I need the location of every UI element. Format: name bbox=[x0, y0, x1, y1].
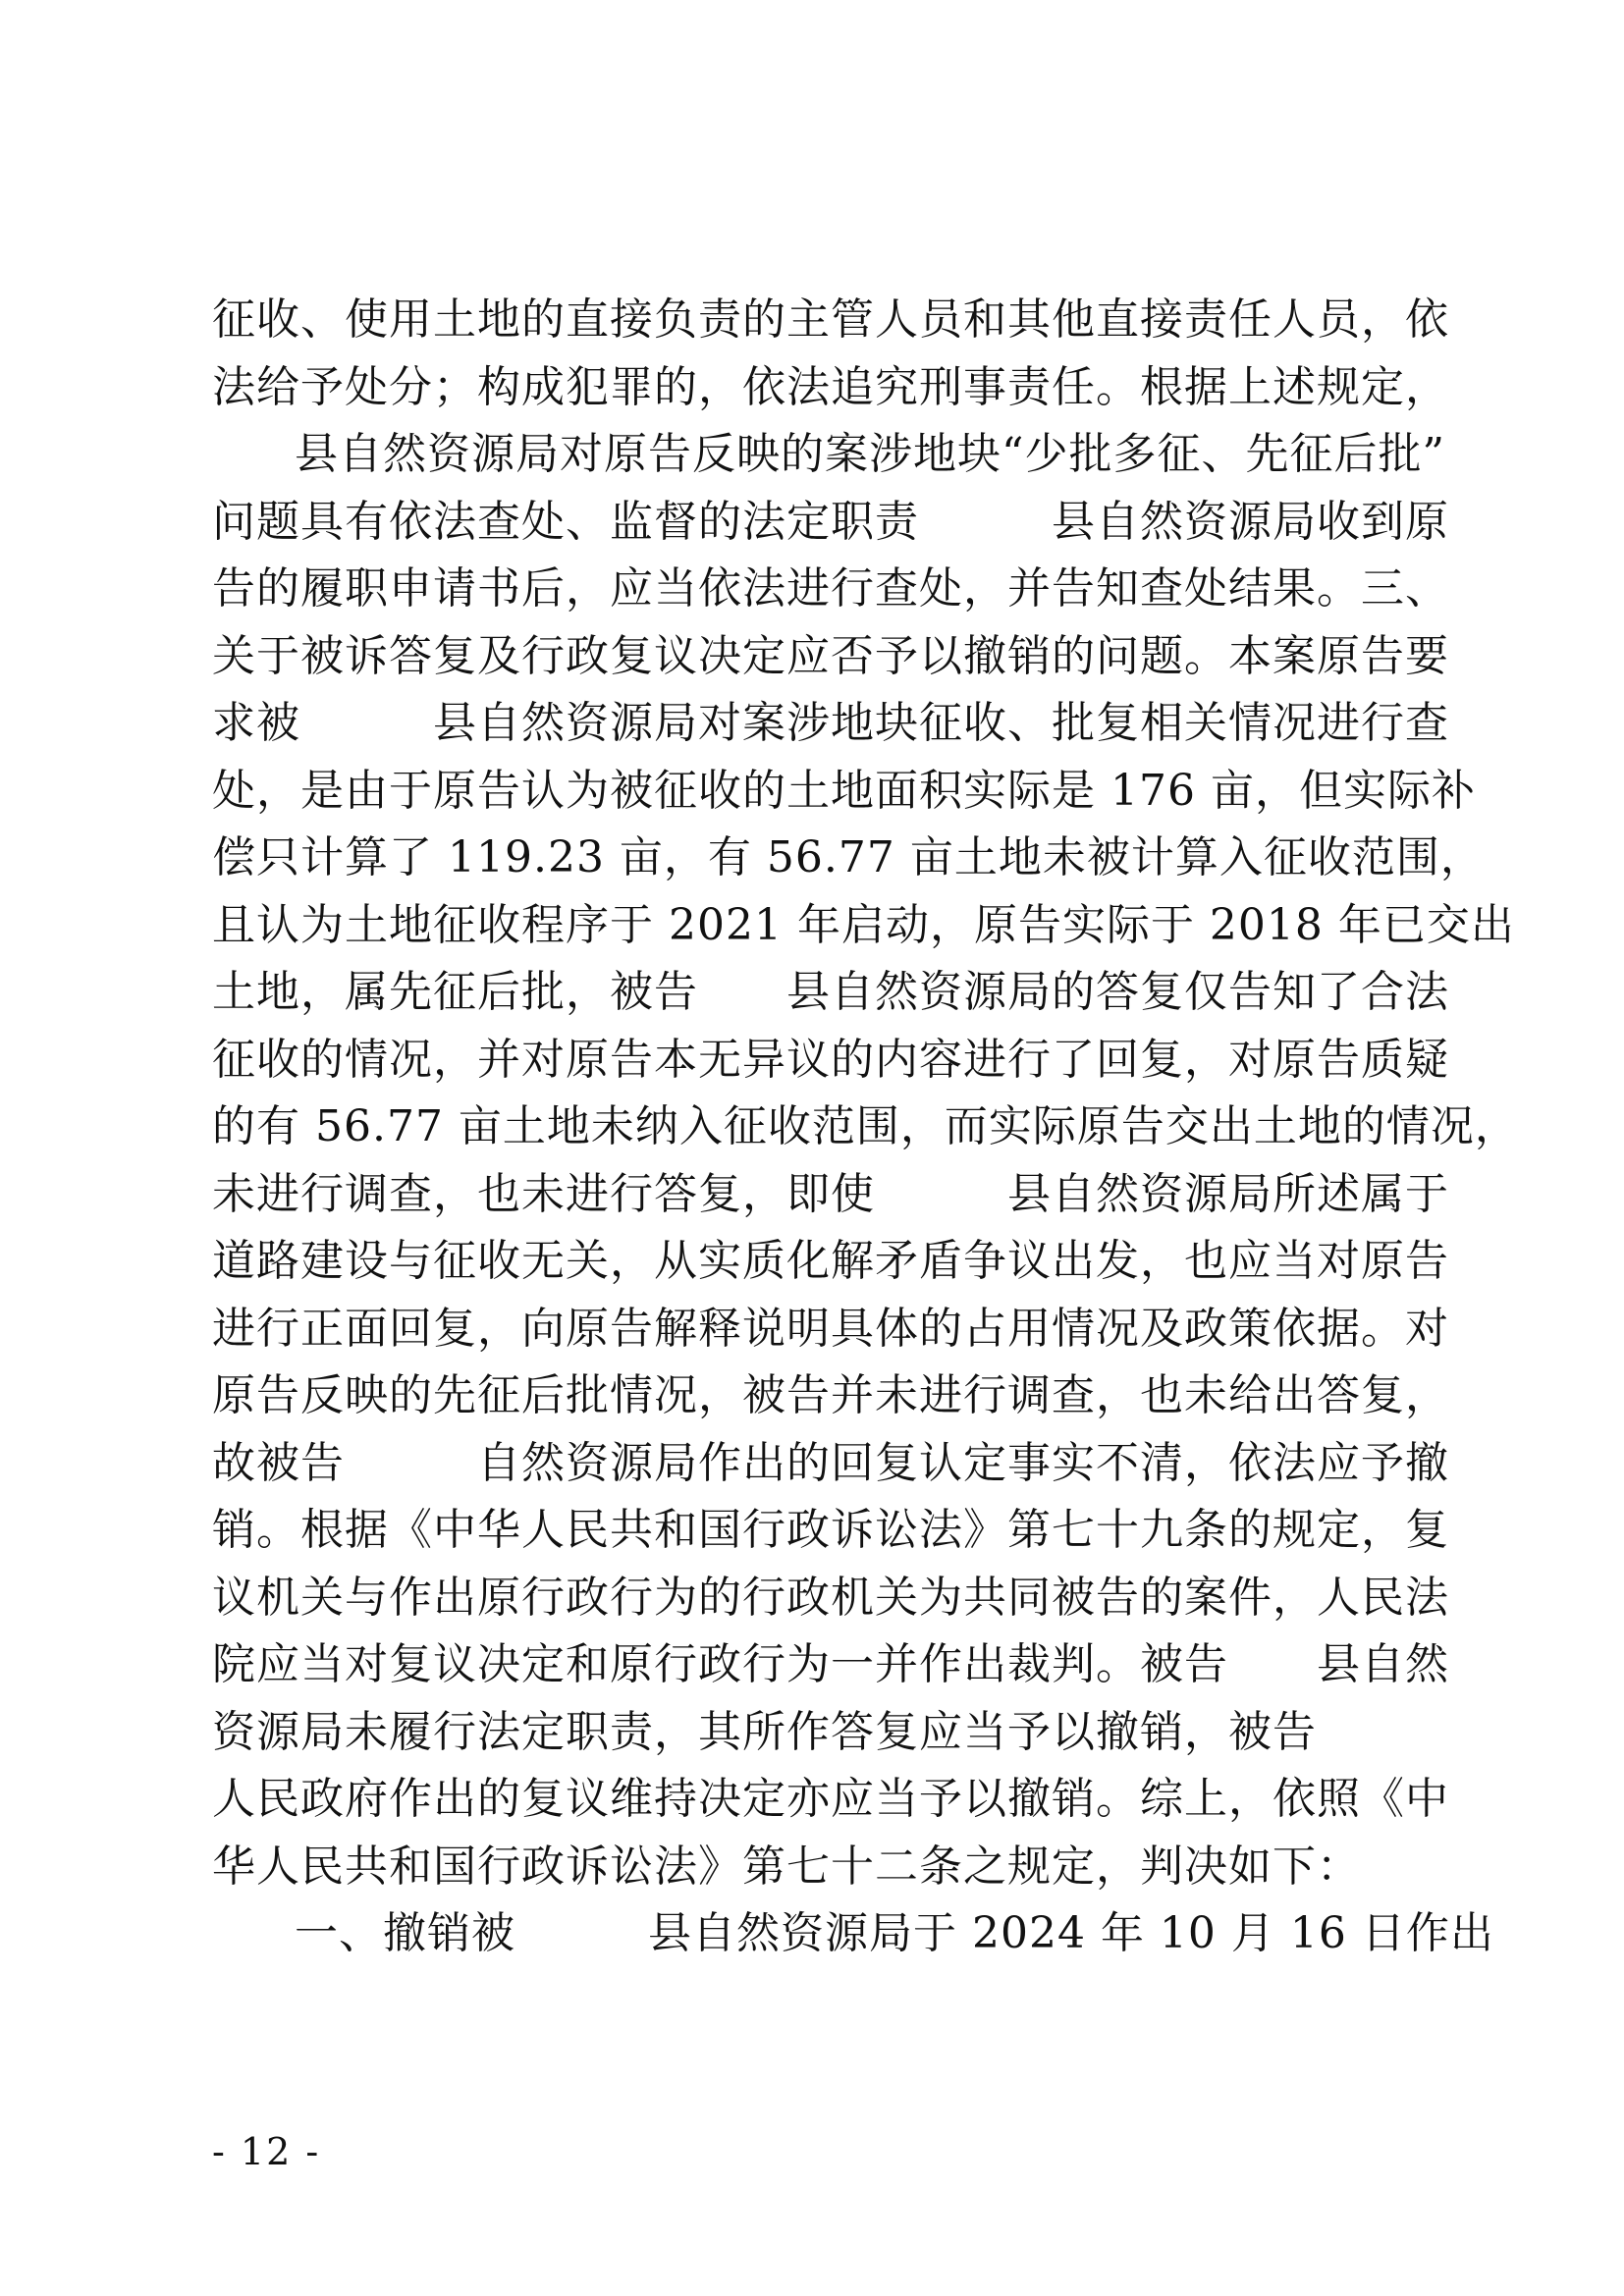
text-line: 资源局未履行法定职责，其所作答复应当予以撤销，被告 bbox=[212, 1706, 1317, 1757]
page-number: - 12 - bbox=[212, 2130, 321, 2173]
text-line: 道路建设与征收无关，从实质化解矛盾争议出发，也应当对原告 bbox=[212, 1236, 1449, 1286]
text-line: 告的履职申请书后，应当依法进行查处，并告知查处结果。三、 bbox=[212, 563, 1449, 614]
text-line: 土地，属先征后批，被告 县自然资源局的答复仅告知了合法 bbox=[212, 967, 1449, 1017]
text-line: 议机关与作出原行政行为的行政机关为共同被告的案件，人民法 bbox=[212, 1572, 1449, 1623]
text-line: 县自然资源局对原告反映的案涉地块“少批多征、先征后批” bbox=[295, 429, 1445, 479]
text-line: 人民政府作出的复议维持决定亦应当予以撤销。综上，依照《中 bbox=[212, 1774, 1449, 1824]
text-line: 法给予处分；构成犯罪的，依法追究刑事责任。根据上述规定， bbox=[212, 361, 1449, 412]
text-line: 未进行调查，也未进行答复，即使 县自然资源局所述属于 bbox=[212, 1168, 1449, 1219]
text-line: 院应当对复议决定和原行政行为一并作出裁判。被告 县自然 bbox=[212, 1639, 1449, 1689]
text-line: 征收的情况，并对原告本无异议的内容进行了回复，对原告质疑 bbox=[212, 1034, 1449, 1085]
text-line: 关于被诉答复及行政复议决定应否予以撤销的问题。本案原告要 bbox=[212, 630, 1449, 681]
text-line: 华人民共和国行政诉讼法》第七十二条之规定，判决如下： bbox=[212, 1841, 1361, 1892]
document-body bbox=[212, 287, 1519, 1968]
text-line: 处，是由于原告认为被征收的土地面积实际是 176 亩，但实际补 bbox=[212, 765, 1476, 816]
text-line: 求被 县自然资源局对案涉地块征收、批复相关情况进行查 bbox=[212, 698, 1449, 748]
text-line: 问题具有依法查处、监督的法定职责 县自然资源局收到原 bbox=[212, 496, 1449, 547]
text-line: 偿只计算了 119.23 亩，有 56.77 亩土地未被计算入征收范围， bbox=[212, 832, 1485, 882]
text-line: 故被告 自然资源局作出的回复认定事实不清，依法应予撤 bbox=[212, 1437, 1449, 1488]
text-line: 进行正面回复，向原告解释说明具体的占用情况及政策依据。对 bbox=[212, 1303, 1449, 1354]
text-line: 的有 56.77 亩土地未纳入征收范围，而实际原告交出土地的情况， bbox=[212, 1101, 1519, 1151]
text-line: 原告反映的先征后批情况，被告并未进行调查，也未给出答复， bbox=[212, 1370, 1449, 1420]
text-line: 征收、使用土地的直接负责的主管人员和其他直接责任人员，依 bbox=[212, 294, 1449, 345]
text-line: 一、撤销被 县自然资源局于 2024 年 10 月 16 日作出 bbox=[295, 1908, 1494, 1958]
text-line: 销。根据《中华人民共和国行政诉讼法》第七十九条的规定，复 bbox=[212, 1505, 1449, 1555]
text-line: 且认为土地征收程序于 2021 年启动，原告实际于 2018 年已交出 bbox=[212, 899, 1515, 950]
